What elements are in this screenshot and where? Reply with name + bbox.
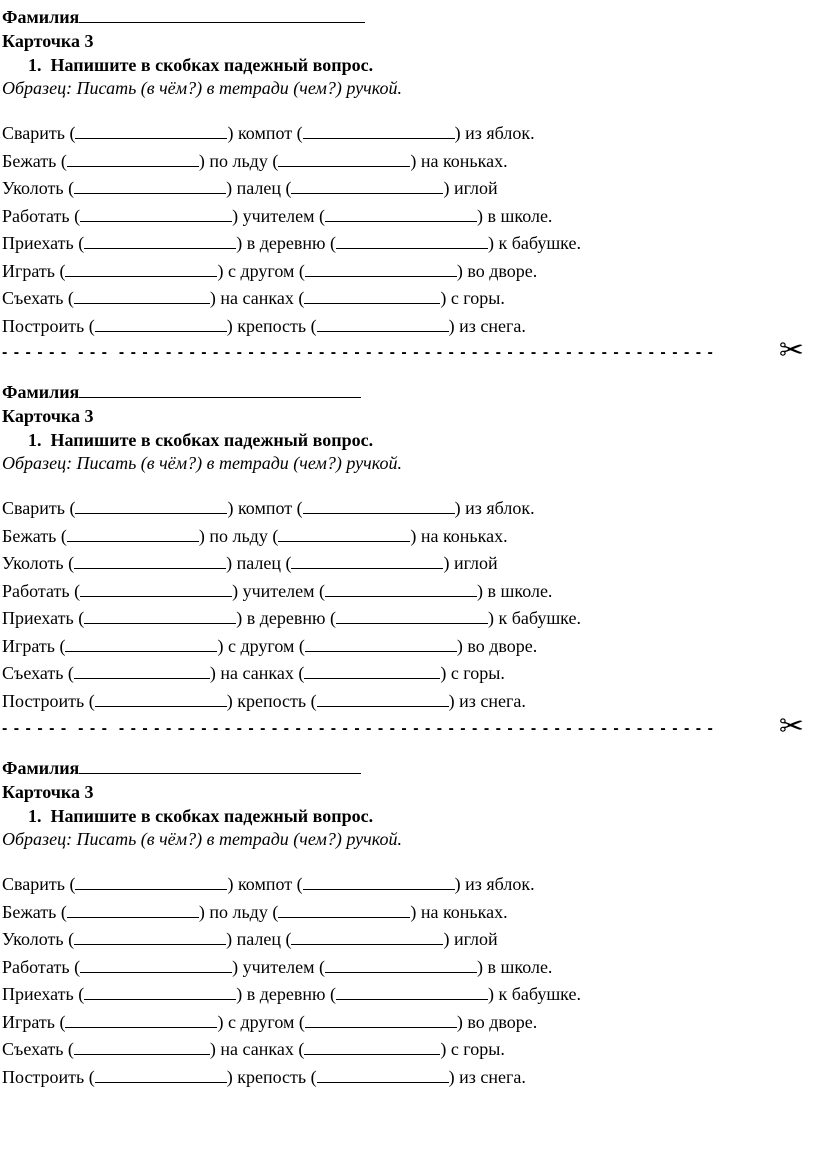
exercise-row: Бежать ( ) по льду ( ) на коньках. [2,526,508,546]
answer-blank[interactable] [74,1039,210,1055]
answer-blank[interactable] [317,691,449,707]
exercise-row: Уколоть ( ) палец ( ) иглой [2,553,498,573]
answer-blank[interactable] [278,526,410,542]
surname-blank[interactable] [79,7,365,23]
answer-blank[interactable] [305,261,457,277]
answer-blank[interactable] [95,691,227,707]
exercise-row: Съехать ( ) на санках ( ) с горы. [2,1039,505,1059]
answer-blank[interactable] [84,984,236,1000]
scissors-icon: ✂ [778,709,804,744]
answer-blank[interactable] [84,233,236,249]
surname-label: Фамилия [2,7,80,27]
answer-blank[interactable] [65,636,217,652]
surname-label: Фамилия [2,758,80,778]
answer-blank[interactable] [75,874,227,890]
card-title: Карточка 3 [2,782,94,802]
answer-blank[interactable] [67,526,199,542]
answer-blank[interactable] [84,608,236,624]
example-text: Образец: Писать (в чём?) в тетради (чем?) ручкой. [2,78,402,98]
answer-blank[interactable] [95,316,227,332]
exercise-row: Работать ( ) учителем ( ) в школе. [2,206,553,226]
exercise-row: Бежать ( ) по льду ( ) на коньках. [2,902,508,922]
answer-blank[interactable] [336,608,488,624]
example-text: Образец: Писать (в чём?) в тетради (чем?) ручкой. [2,829,402,849]
surname-line [2,758,361,778]
answer-blank[interactable] [305,636,457,652]
answer-blank[interactable] [74,178,226,194]
surname-blank[interactable] [79,758,361,774]
answer-blank[interactable] [304,1039,440,1055]
cut-line: - - - - - - - - - - - - - - - - - - - - - - - - - - - - - - - - - - - - - - - - - - - - - - - - - - - - - - - - - - - - ✂ [2,333,804,368]
exercise-row: Приехать ( ) в деревню ( ) к бабушке. [2,984,581,1004]
answer-blank[interactable] [74,929,226,945]
answer-blank[interactable] [65,1012,217,1028]
answer-blank[interactable] [65,261,217,277]
answer-blank[interactable] [304,663,440,679]
answer-blank[interactable] [291,929,443,945]
example-text: Образец: Писать (в чём?) в тетради (чем?) ручкой. [2,453,402,473]
answer-blank[interactable] [74,663,210,679]
card-title: Карточка 3 [2,31,94,51]
answer-blank[interactable] [80,206,232,222]
answer-blank[interactable] [278,902,410,918]
task-text: 1. Напишите в скобках падежный вопрос. [28,430,374,450]
answer-blank[interactable] [67,902,199,918]
exercise-row: Уколоть ( ) палец ( ) иглой [2,178,498,198]
exercise-row: Уколоть ( ) палец ( ) иглой [2,929,498,949]
answer-blank[interactable] [80,957,232,973]
answer-blank[interactable] [74,553,226,569]
task-text: 1. Напишите в скобках падежный вопрос. [28,806,374,826]
answer-blank[interactable] [336,233,488,249]
answer-blank[interactable] [74,288,210,304]
exercise-row: Построить ( ) крепость ( ) из снега. [2,316,526,336]
answer-blank[interactable] [80,581,232,597]
task-text: 1. Напишите в скобках падежный вопрос. [28,55,374,75]
surname-blank[interactable] [79,382,361,398]
answer-blank[interactable] [95,1067,227,1083]
exercise-row: Играть ( ) с другом ( ) во дворе. [2,261,538,281]
answer-blank[interactable] [317,316,449,332]
answer-blank[interactable] [67,151,199,167]
exercise-row: Построить ( ) крепость ( ) из снега. [2,1067,526,1087]
scissors-icon: ✂ [778,333,804,368]
answer-blank[interactable] [325,206,477,222]
exercise-row: Приехать ( ) в деревню ( ) к бабушке. [2,233,581,253]
answer-blank[interactable] [291,553,443,569]
exercise-row: Сварить ( ) компот ( ) из яблок. [2,874,535,894]
answer-blank[interactable] [75,123,227,139]
answer-blank[interactable] [303,498,455,514]
exercise-row: Сварить ( ) компот ( ) из яблок. [2,498,535,518]
answer-blank[interactable] [304,288,440,304]
exercise-row: Построить ( ) крепость ( ) из снега. [2,691,526,711]
exercise-row: Приехать ( ) в деревню ( ) к бабушке. [2,608,581,628]
cut-line: - - - - - - - - - - - - - - - - - - - - - - - - - - - - - - - - - - - - - - - - - - - - - - - - - - - - - - - - - - - - ✂ [2,709,804,744]
surname-line [2,7,365,27]
exercise-row: Съехать ( ) на санках ( ) с горы. [2,288,505,308]
surname-label: Фамилия [2,382,80,402]
answer-blank[interactable] [278,151,410,167]
exercise-row: Бежать ( ) по льду ( ) на коньках. [2,151,508,171]
exercise-row: Играть ( ) с другом ( ) во дворе. [2,1012,538,1032]
exercise-row: Сварить ( ) компот ( ) из яблок. [2,123,535,143]
answer-blank[interactable] [291,178,443,194]
answer-blank[interactable] [305,1012,457,1028]
answer-blank[interactable] [303,874,455,890]
card-title: Карточка 3 [2,406,94,426]
exercise-row: Работать ( ) учителем ( ) в школе. [2,957,553,977]
answer-blank[interactable] [317,1067,449,1083]
answer-blank[interactable] [325,957,477,973]
answer-blank[interactable] [303,123,455,139]
answer-blank[interactable] [336,984,488,1000]
exercise-row: Съехать ( ) на санках ( ) с горы. [2,663,505,683]
answer-blank[interactable] [325,581,477,597]
exercise-row: Играть ( ) с другом ( ) во дворе. [2,636,538,656]
surname-line [2,382,361,402]
exercise-row: Работать ( ) учителем ( ) в школе. [2,581,553,601]
answer-blank[interactable] [75,498,227,514]
